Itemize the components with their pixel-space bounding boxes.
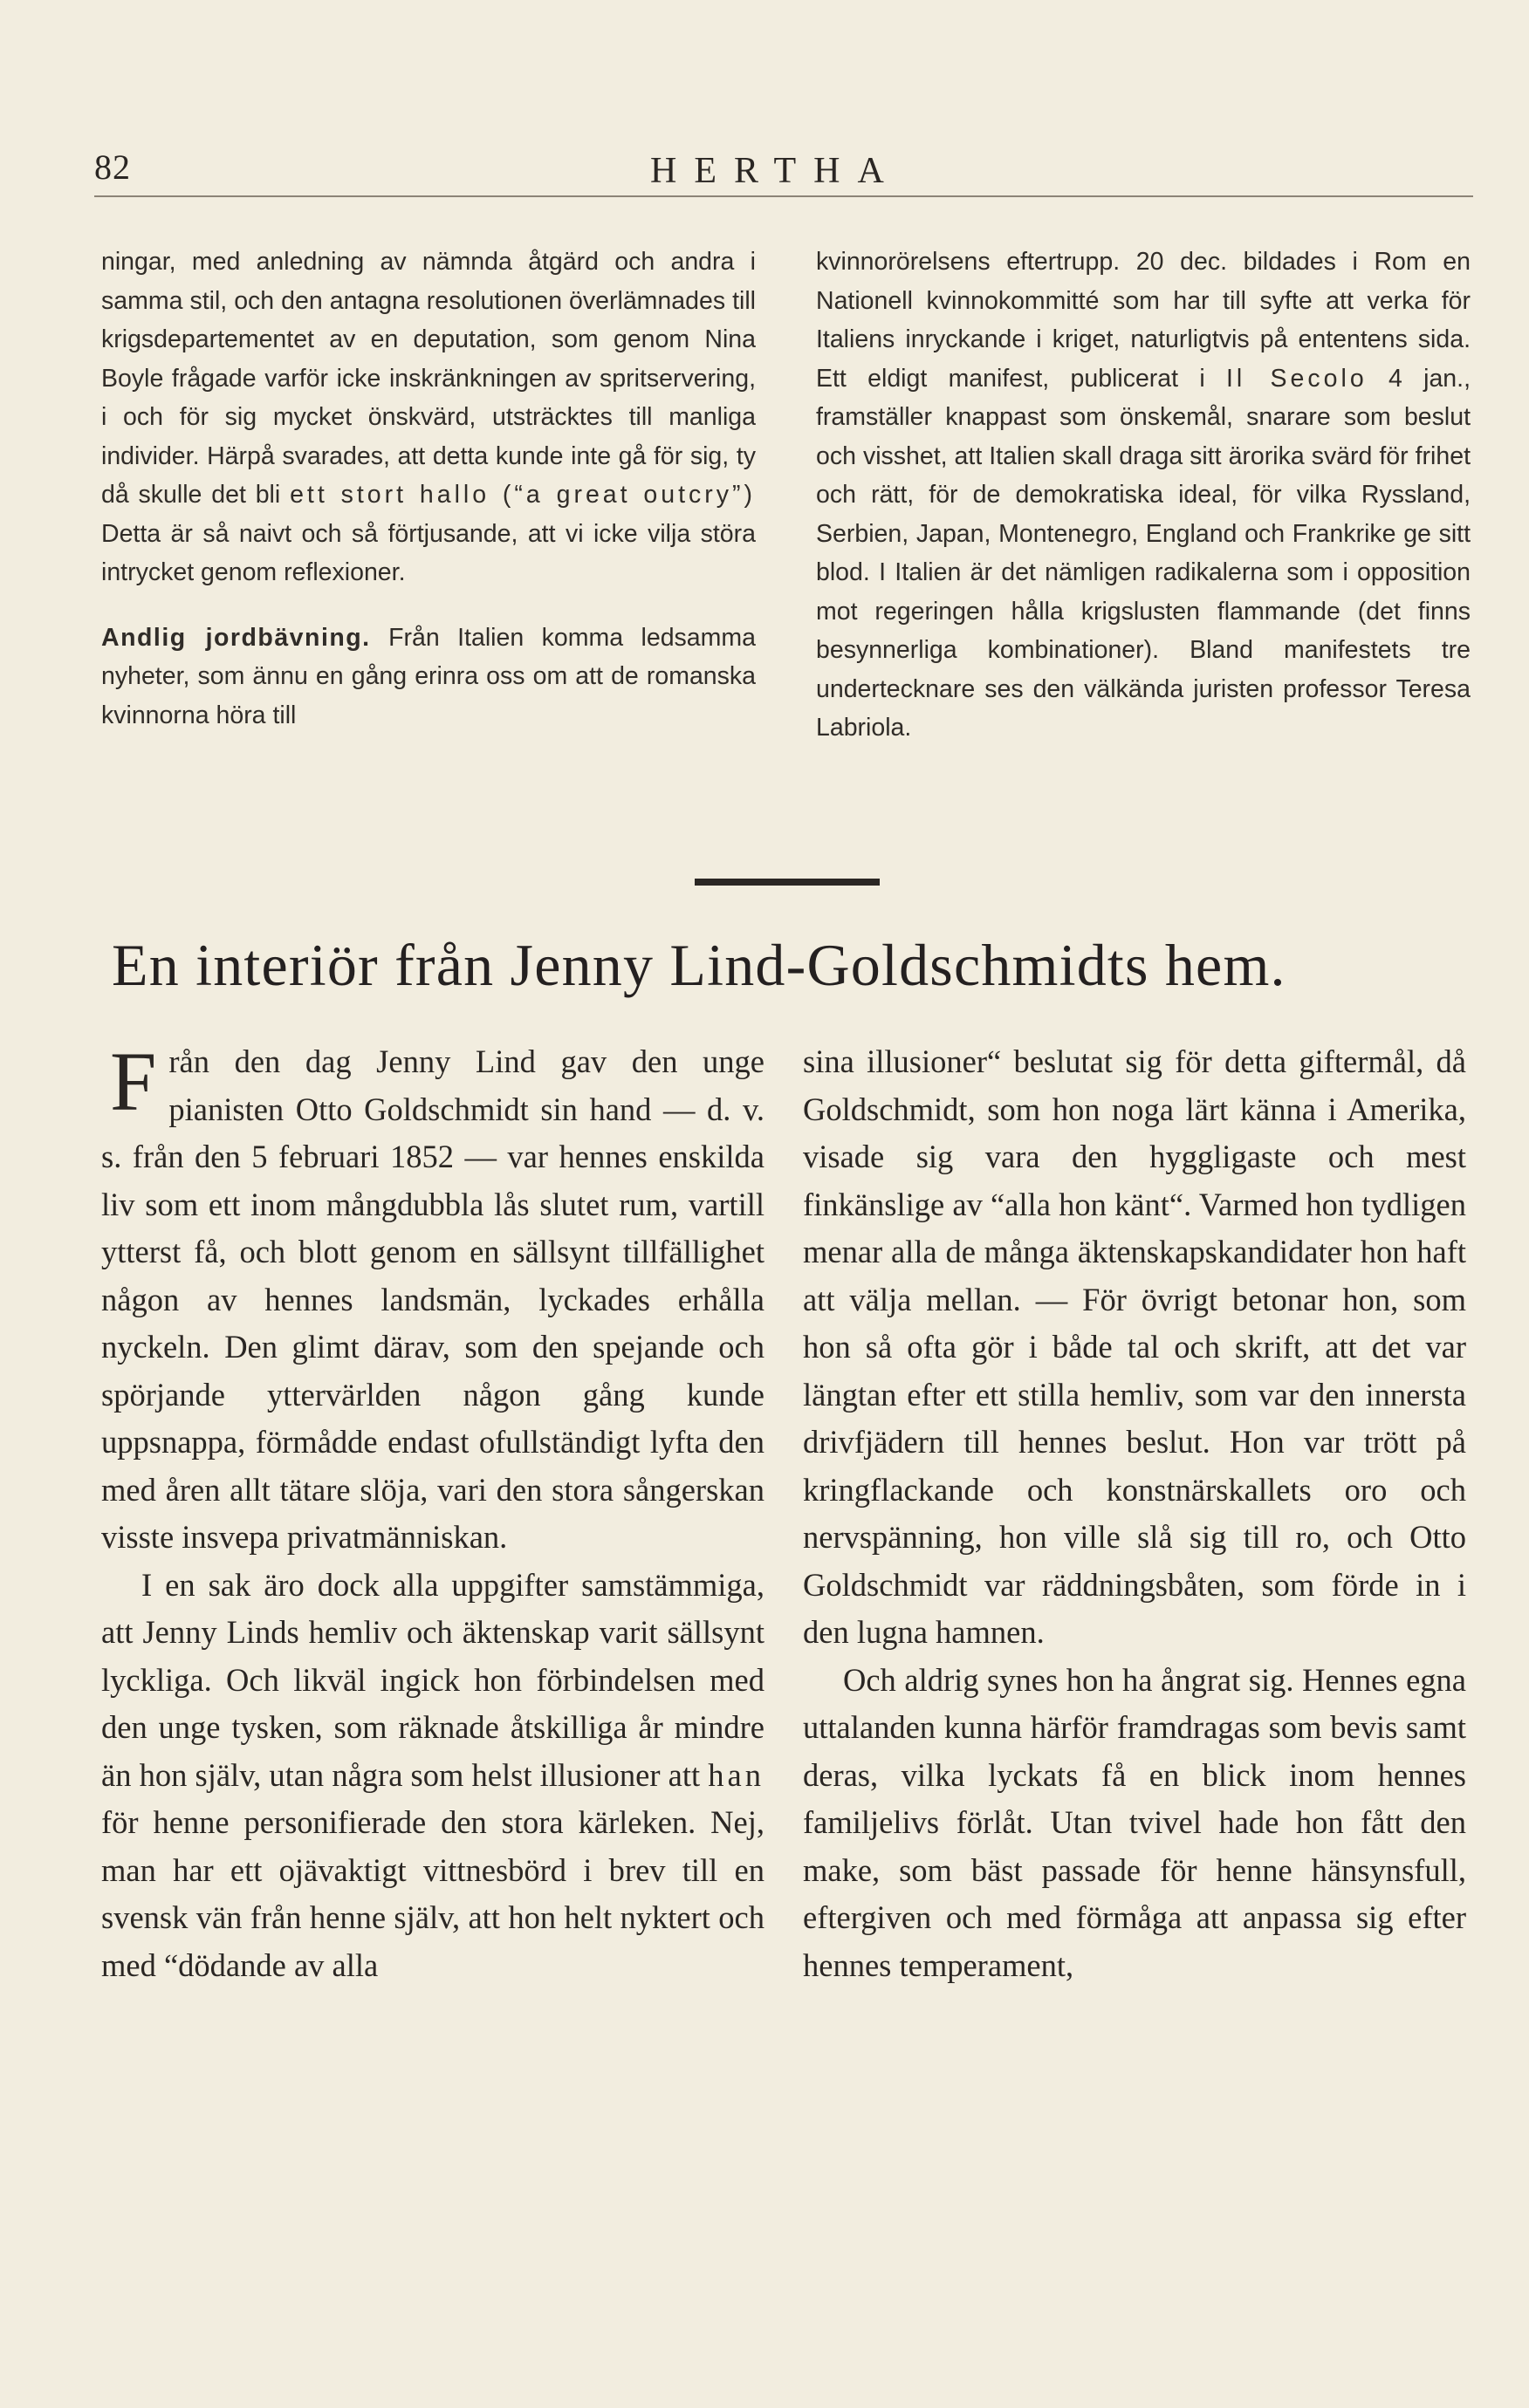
news-paragraph	[101, 619, 756, 735]
news-text: ningar, med anledning av nämnda åtgärd och andra i samma stil, och den antagna resolutionen överlämnades till krigsdepartementet av en deputation, som genom Nina Boyle frågade varför icke inskränkningen av spritservering, i och för sig mycket önskvärd, utsträcktes till manliga individer. Härpå svarades, att detta kunde inte gå för sig, ty då skulle det bli	[101, 248, 756, 509]
section-divider	[695, 879, 880, 886]
news-right-column	[816, 243, 1471, 748]
article-text: Och aldrig synes hon ha ångrat sig. Hennes egna uttalanden kunna härför framdragas som bevis samt deras, vilka lyckats få en blick inom hennes familjelivs förlåt. Utan tvivel hade hon fått den make, som bäst passade för henne hänsynsfull, eftergiven och med förmåga att anpassa sig efter hennes temperament,	[803, 1661, 1466, 1983]
header-rule	[94, 195, 1473, 197]
news-text: Detta är så naivt och så förtjusande, att vi icke vilja störa intrycket genom reflexioner.	[101, 519, 756, 586]
article-right-column	[803, 1038, 1466, 1989]
article-emphasis: han	[708, 1756, 764, 1793]
newspaper-name: Il Secolo	[1226, 364, 1368, 393]
article-paragraph	[101, 1035, 764, 1562]
article-left-column	[101, 1035, 764, 1989]
news-text: 4 jan., framställer knappast som önskemål, snarare som beslut och visshet, att Italien skall draga sitt ärorika svärd för frihet och rätt, för de demokratiska ideal, för vilka Ryssland, Serbien, Japan, Montenegro, England och Frankrike ge sitt blod. I Italien är det nämligen radikalerna som i opposition mot regeringen hålla krigslusten flammande (det finns besynnerliga kombinationer). Bland manifestets tre undertecknare ses den välkända juristen professor Teresa Labriola.	[816, 364, 1471, 742]
news-paragraph	[101, 243, 756, 592]
article-title: En interiör från Jenny Lind-Goldschmidts hem.	[112, 932, 1286, 998]
article-text: I en sak äro dock alla uppgifter samstämmiga, att Jenny Linds hemliv och äktenskap varit sällsynt lyckliga. Och likväl ingick hon förbindelsen med den unge tysken, som räknade åtskilliga år mindre än hon själv, utan några som helst illusioner att	[101, 1566, 764, 1793]
news-spaced-text: ett stort hallo (“a great outcry”)	[290, 481, 756, 509]
article-paragraph	[803, 1657, 1466, 1990]
news-text: Från Italien komma ledsamma nyheter, som ännu en gång erinra oss om att de romanska kvinnorna höra till	[101, 623, 756, 729]
page-number: 82	[94, 147, 131, 187]
drop-cap: F	[110, 1035, 157, 1128]
news-text: kvinnorörelsens eftertrupp. 20 dec. bildades i Rom en Nationell kvinnokommitté som har till syfte att verka för Italiens inryckande i kriget, naturligtvis på ententens sida. Ett eldigt manifest, publicerat i	[816, 248, 1471, 393]
article-text: rån den dag Jenny Lind gav den unge pianisten Otto Goldschmidt sin hand — d. v. s. från den 5 februari 1852 — var hennes enskilda liv som ett inom mångdubbla lås slutet rum, vartill ytterst få, och blott genom en sällsynt tillfällighet någon av hennes landsmän, lyckades erhålla nyckeln. Den glimt därav, som den spejande och spörjande yttervärlden någon gång kunde uppsnappa, förmådde endast ofullständigt lyfta den med åren allt tätare slöja, vari den stora sångerskan visste insvepa privatmänniskan.	[101, 1043, 764, 1555]
article-text: sina illusioner“ beslutat sig för detta giftermål, då Goldschmidt, som hon noga lärt känna i Amerika, visade sig vara den hyggligaste och mest finkänslige av “alla hon känt“. Varmed hon tydligen menar alla de många äktenskapskandidater hon haft att välja mellan. — För övrigt betonar hon, som hon så ofta gör i både tal och skrift, att det var längtan efter ett stilla hemliv, som var den innersta drivfjädern till hennes beslut. Hon var trött på kringflackande och konstnärskallets oro och nervspänning, hon ville slå sig till ro, och Otto Goldschmidt var räddningsbåten, som förde in i den lugna hamnen.	[803, 1043, 1466, 1650]
news-left-column	[101, 243, 756, 735]
running-head: HERTHA	[650, 151, 902, 191]
paragraph-gap	[101, 592, 756, 619]
news-paragraph	[816, 243, 1471, 748]
article-paragraph	[803, 1038, 1466, 1657]
article-paragraph	[101, 1562, 764, 1990]
news-heading: Andlig jordbävning.	[101, 623, 371, 652]
article-text: för henne personifierade den stora kärleken. Nej, man har ett ojävaktigt vittnesbörd i brev till en svensk vän från henne själv, att hon helt nyktert och med “dödande av alla	[101, 1804, 764, 1983]
